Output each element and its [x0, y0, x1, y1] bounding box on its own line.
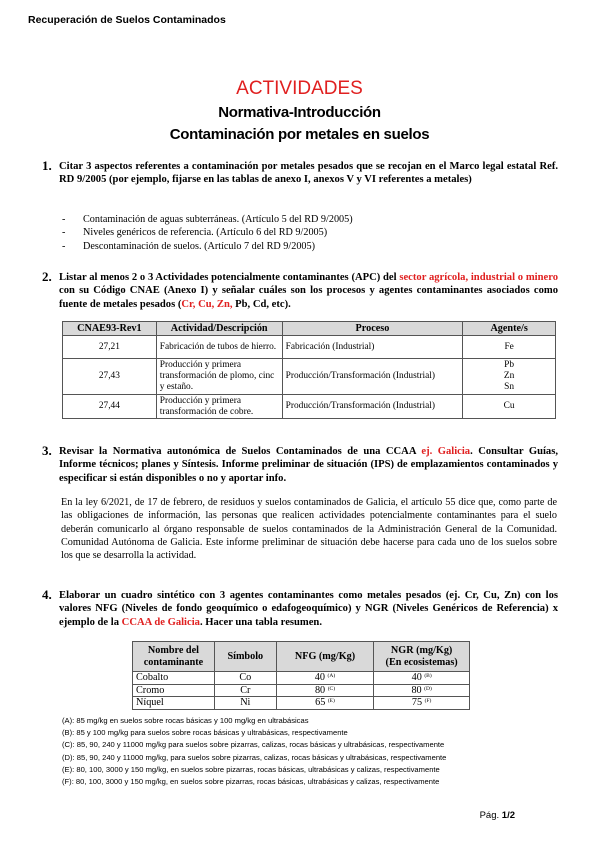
column-header: Actividad/Descripción — [156, 322, 282, 336]
list-item: - Descontaminación de suelos. (Artículo 7 del RD 9/2005) — [62, 240, 353, 253]
question-1 — [42, 160, 558, 187]
column-header-line: NGR (mg/Kg) — [390, 644, 453, 656]
question-text — [59, 271, 558, 311]
nfg-value — [276, 697, 374, 710]
value: 75 — [411, 697, 423, 708]
column-header — [374, 642, 470, 672]
footnote: (E): 80, 100, 3000 y 150 mg/kg, en suelos sobre pizarras, rocas básicas, ultrabásicas y calizas, respectivamente — [62, 764, 440, 774]
table-row — [133, 684, 470, 697]
ngr-value — [374, 697, 470, 710]
question-number: 1. — [42, 158, 52, 173]
cnae-code: 27,44 — [63, 395, 157, 419]
footnote: (D): 85, 90, 240 y 11000 mg/kg, para suelos sobre pizarras, calizas, rocas básicas y ultrabásicas, respectivamente — [62, 752, 447, 762]
table-row — [63, 336, 556, 359]
question-text: Citar 3 aspectos referentes a contaminación por metales pesados que se recojan en el Marco legal estatal Ref. RD 9/2005 (por ejemplo, fijarse en las tablas de anexo I, anexos V y VI referentes a metales) — [59, 161, 558, 186]
running-header: Recuperación de Suelos Contaminados — [28, 14, 226, 26]
contaminant-name: Níquel — [133, 697, 215, 710]
question-number: 3. — [42, 443, 52, 458]
footnote-ref: (E) — [327, 698, 335, 704]
column-header: Símbolo — [214, 642, 276, 672]
ngr-value — [374, 684, 470, 697]
table-header-row — [133, 642, 470, 672]
question-number: 2. — [42, 269, 52, 284]
page-number — [480, 810, 515, 821]
footnote: (C): 85, 90, 240 y 11000 mg/kg para suelos sobre pizarras, calizas, rocas básicas y ultrabásicas, respectivamente — [62, 740, 445, 750]
value: 65 — [315, 697, 326, 708]
question-text-part: con su Código CNAE (Anexo I) y señalar cuáles son los procesos y agentes contaminantes asociados como fuente de metales pesados ( — [59, 285, 558, 310]
list-item: - Niveles genéricos de referencia. (Artículo 6 del RD 9/2005) — [62, 226, 353, 239]
footnote-ref: (A) — [327, 673, 336, 679]
footnote-ref: (D) — [424, 685, 432, 692]
process: Fabricación (Industrial) — [282, 336, 463, 359]
table-header-row — [63, 322, 556, 336]
agents: Pb Zn Sn — [463, 359, 556, 395]
footnotes — [62, 715, 446, 788]
value: 40 — [411, 672, 422, 683]
apc-table — [62, 321, 556, 419]
contaminant-symbol: Ni — [214, 697, 276, 710]
question-text-part: . Consultar Guías, Informe técnicos; planes y Síntesis. Informe preliminar de situación (IPS) de emplazamientos contaminados y especificar si están disponibles o no y aportar info. — [59, 446, 558, 484]
question-text — [59, 589, 558, 629]
footnote: (A): 85 mg/kg en suelos sobre rocas básicas y 100 mg/kg en ultrabásicas — [62, 716, 309, 725]
agents: Cu — [463, 395, 556, 419]
question-text-part: . Hacer una tabla resumen. — [199, 616, 322, 628]
question-4 — [42, 589, 558, 629]
table-row — [133, 697, 470, 710]
column-header: NFG (mg/Kg) — [276, 642, 374, 672]
value: 80 — [411, 684, 422, 696]
contaminant-symbol: Co — [214, 672, 276, 685]
cnae-code: 27,43 — [63, 359, 157, 395]
page-title: ACTIVIDADES — [236, 78, 363, 99]
activity-description: Producción y primera transformación de cobre. — [156, 395, 282, 419]
column-header-line: (En ecosistemas) — [385, 656, 458, 668]
page-label: Pág. — [479, 810, 502, 821]
question-text-part: Pb, Cd, etc). — [232, 298, 291, 310]
footnote-ref: (B) — [424, 673, 432, 679]
answer-list-1 — [62, 213, 353, 253]
column-header: CNAE93-Rev1 — [63, 322, 157, 336]
page-subtitle-normativa: Normativa-Introducción — [218, 104, 381, 121]
value: 40 — [314, 672, 325, 683]
list-item: - Contaminación de aguas subterráneas. (Artículo 5 del RD 9/2005) — [62, 213, 353, 226]
value: 80 — [314, 684, 326, 696]
highlight-ccaa-galicia: CCAA de Galicia — [121, 616, 200, 628]
contaminant-name: Cobalto — [133, 672, 215, 685]
question-text — [59, 445, 558, 485]
activity-description: Producción y primera transformación de plomo, cinc y estaño. — [156, 359, 282, 395]
agents: Fe — [463, 336, 556, 359]
answer-paragraph-3: En la ley 6/2021, de 17 de febrero, de residuos y suelos contaminados de Galicia, el artículo 55 dice que, como parte de las obligaciones de información, las personas que realicen actividades potencialmente contaminantes para el suelo deberán comunicarlo al órgano responsable de suelos contaminados de la Administración General de la Comunidad. Comunidad Autónoma de Galicia. Este informe preliminar de situación debe hacerse para cada uno de los suelos sobre los que se desarrolla la actividad. — [61, 497, 557, 562]
footnote: (B): 85 y 100 mg/kg para suelos sobre rocas básicas y ultrabásicas, respectivamente — [62, 728, 348, 738]
question-text-part: Listar al menos 2 o 3 Actividades potencialmente contaminantes (APC) del — [59, 272, 400, 283]
question-number: 4. — [42, 587, 52, 602]
ngr-table — [132, 641, 470, 710]
footnote-ref: (C) — [327, 685, 336, 692]
highlight-sector: sector agrícola, industrial o minero — [399, 272, 559, 283]
question-text-part: Elaborar un cuadro sintético con 3 agentes contaminantes como metales pesados (ej. Cr, Cu, Zn) con los valores NFG (Niveles de fondo geoquímico o edafogeoquímico) y NGR (Niveles Genéricos de Referencia) x ejemplo de la — [59, 590, 558, 628]
column-header: Nombre del contaminante — [133, 642, 215, 672]
cnae-code: 27,21 — [63, 336, 157, 359]
question-text-part: Revisar la Normativa autonómica de Suelos Contaminados de una CCAA — [59, 446, 422, 457]
process: Producción/Transformación (Industrial) — [282, 395, 463, 419]
table-row — [63, 359, 556, 395]
footnote: (F): 80, 100, 3000 y 150 mg/kg, en suelos sobre pizarras, rocas básicas, ultrabásicas y calizas, respectivamente — [62, 777, 440, 787]
footnote-ref: (F) — [424, 698, 432, 704]
question-2 — [42, 271, 558, 311]
activity-description: Fabricación de tubos de hierro. — [156, 336, 282, 359]
contaminant-symbol: Cr — [214, 684, 276, 697]
process: Producción/Transformación (Industrial) — [282, 359, 463, 395]
page-value: 1/2 — [501, 810, 515, 821]
table-row — [133, 672, 470, 685]
highlight-galicia: ej. Galicia — [421, 446, 471, 457]
page-subtitle-contaminacion: Contaminación por metales en suelos — [169, 126, 430, 143]
question-3 — [42, 445, 558, 485]
contaminant-name: Cromo — [133, 684, 215, 697]
nfg-value — [276, 684, 374, 697]
ngr-value — [374, 672, 470, 685]
table-row — [63, 395, 556, 419]
column-header: Proceso — [282, 322, 463, 336]
highlight-metals: Cr, Cu, Zn, — [181, 298, 233, 310]
column-header: Agente/s — [463, 322, 556, 336]
nfg-value — [276, 672, 374, 685]
